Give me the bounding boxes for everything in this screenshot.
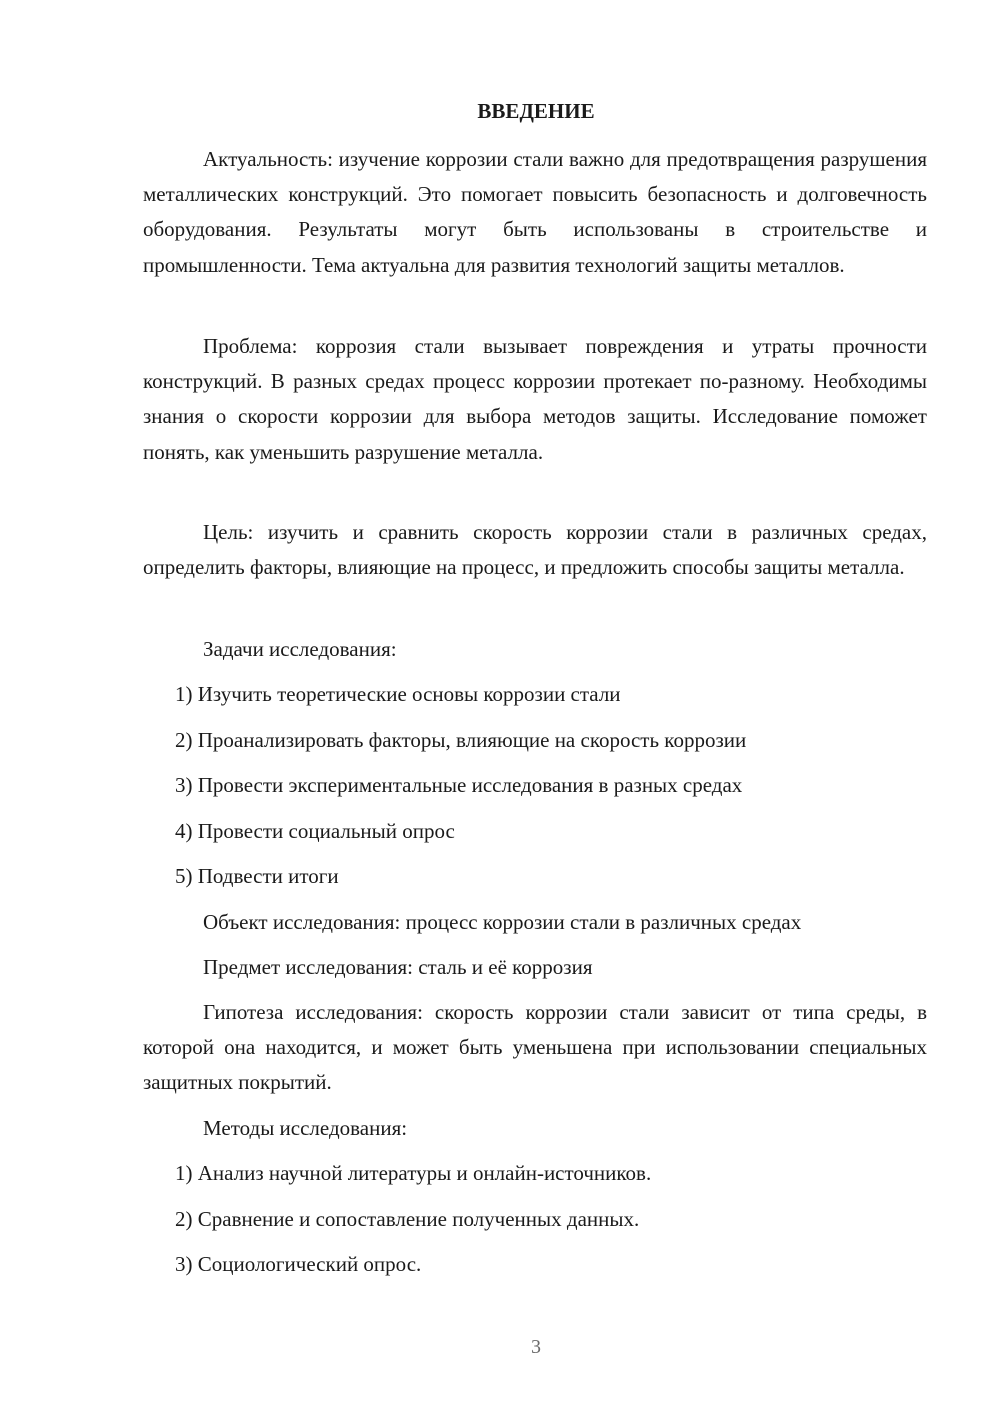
task-item: 4) Провести социальный опрос (175, 819, 455, 843)
goal-paragraph: Цель: изучить и сравнить скорость коррозии стали в различных средах, определить факторы, влияющие на процесс, и предложить способы защиты металла. (143, 520, 927, 580)
research-subject: Предмет исследования: сталь и её коррозия (203, 955, 593, 979)
method-item: 2) Сравнение и сопоставление полученных данных. (175, 1207, 640, 1231)
task-item: 1) Изучить теоретические основы коррозии стали (175, 682, 621, 706)
task-item: 3) Провести экспериментальные исследования в разных средах (175, 773, 743, 797)
problem-paragraph: Проблема: коррозия стали вызывает повреждения и утраты прочности конструкций. В разных средах процесс коррозии протекает по-разному. Необходимы знания о скорости коррозии для выбора методов защиты. Исследование поможет понять, как уменьшить разрушение металла. (143, 334, 927, 464)
task-item: 5) Подвести итоги (175, 864, 339, 888)
relevance-paragraph: Актуальность: изучение коррозии стали важно для предотвращения разрушения металлических конструкций. Это помогает повысить безопасность и долговечность оборудования. Результаты могут быть использованы в строительстве и промышленности. Тема актуальна для развития технологий защиты металлов. (143, 147, 927, 277)
method-item: 1) Анализ научной литературы и онлайн-источников. (175, 1161, 652, 1185)
task-item: 2) Проанализировать факторы, влияющие на скорость коррозии (175, 728, 747, 752)
methods-title: Методы исследования: (203, 1116, 408, 1140)
tasks-title: Задачи исследования: (203, 637, 397, 661)
section-heading: ВВЕДЕНИЕ (477, 99, 595, 123)
method-item: 3) Социологический опрос. (175, 1252, 422, 1276)
page-number: 3 (531, 1336, 541, 1358)
hypothesis-paragraph: Гипотеза исследования: скорость коррозии стали зависит от типа среды, в которой она находится, и может быть уменьшена при использовании специальных защитных покрытий. (143, 1000, 927, 1095)
research-object: Объект исследования: процесс коррозии стали в различных средах (203, 910, 802, 934)
